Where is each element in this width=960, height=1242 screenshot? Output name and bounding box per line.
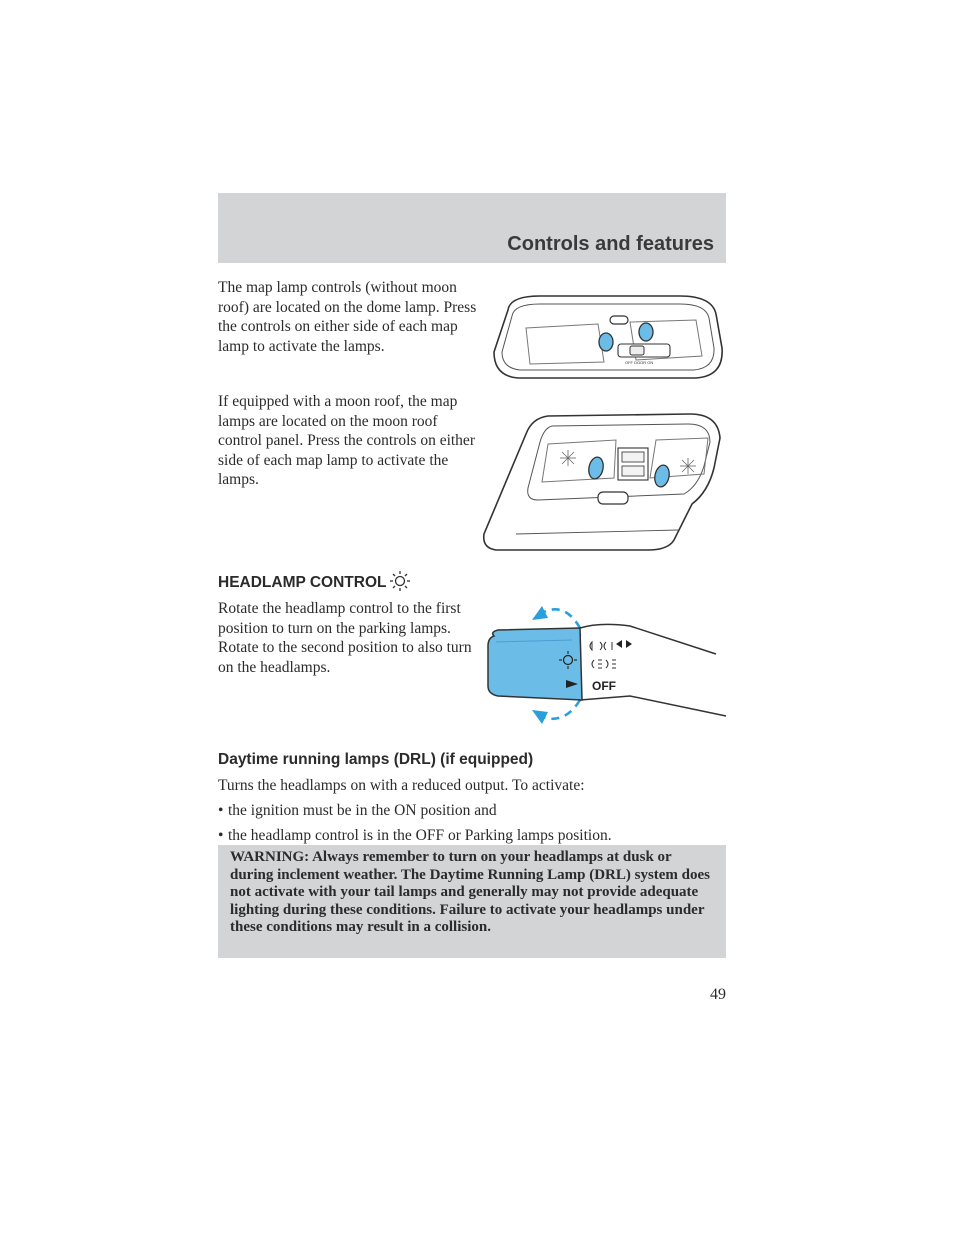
map-lamp-paragraph: The map lamp controls (without moon roof) are located on the dome lamp. Press the controls on either side of each map lamp to activate the lamps. xyxy=(218,279,477,355)
off-label: OFF xyxy=(592,679,616,693)
warning-box xyxy=(218,845,726,958)
moon-roof-console-illustration xyxy=(478,408,728,556)
list-item: • the ignition must be in the ON position and xyxy=(218,802,497,819)
drl-bullet-list xyxy=(218,801,726,850)
headlamp-paragraph: Rotate the headlamp control to the first position to turn on the parking lamps. Rotate to the second position to also turn on the headlamps. xyxy=(218,600,472,676)
dome-switch-label: OFF DOOR ON xyxy=(625,360,654,365)
drl-intro: Turns the headlamps on with a reduced output. To activate: xyxy=(218,777,585,794)
headlamp-symbol-icon xyxy=(388,570,412,592)
drl-heading: Daytime running lamps (DRL) (if equipped) xyxy=(218,751,534,768)
rotate-up-arrow-icon xyxy=(532,606,548,620)
headlamp-stalk-illustration xyxy=(480,596,728,732)
headlamp-heading-text: HEADLAMP CONTROL xyxy=(218,574,387,591)
list-item: • the headlamp control is in the OFF or Parking lamps position. xyxy=(218,826,612,844)
page-number: 49 xyxy=(710,986,726,1003)
header-band xyxy=(218,193,726,263)
lamp-symbols-icon xyxy=(590,642,616,668)
section-title: Controls and features xyxy=(507,233,714,255)
moon-roof-paragraph: If equipped with a moon roof, the map lamps are located on the moon roof control panel. Press the controls on either side of each map lamp to activate the lamps. xyxy=(218,393,475,488)
warning-text: WARNING: Always remember to turn on your headlamps at dusk or during inclement weather. The Daytime Running Lamp (DRL) system does not activate with your tail lamps and generally may not provide adequate lighting during these conditions. Failure to activate your headlamps under these conditions may result in a collision. xyxy=(230,849,711,936)
headlamp-control-heading xyxy=(218,574,412,592)
dome-lamp-illustration xyxy=(490,290,726,382)
